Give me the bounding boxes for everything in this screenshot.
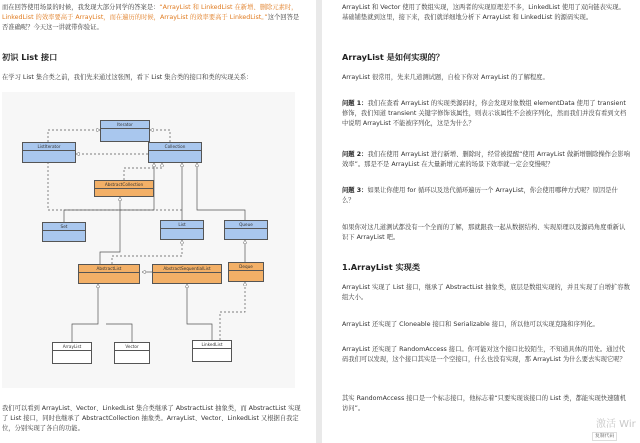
box-iterator [100,120,150,142]
section-heading-list: 初识 List 接口 [2,52,58,62]
right-paragraph-5: ArrayList 还实现了 RandomAccess 接口。你可能对这个接口比较陌生，不知道具体的用处。通过代码我们可以发现，这个接口其实是一个空接口，什么也没有实现，那 ArrayList 为什么要去实现它呢？ [342,346,626,364]
box-abstractcollection-label: AbstractCollection [95,181,153,189]
activation-watermark: 激活 Wir [596,419,636,430]
box-queue [224,220,268,240]
box-deque-label: Deque [229,263,263,271]
copy-code-badge[interactable]: 复制代码 [592,432,617,441]
right-paragraph-1: ArrayList 很常用，先来几道测试题，自检下你对 ArrayList 的了解程度。 [342,74,549,81]
box-collection-label: Collection [149,143,201,151]
class-diagram [2,92,295,388]
box-set-label: Set [43,223,85,231]
left-paragraph-1: 在学习 List 集合类之前，我们先来通过这张图，看下 List 集合类的接口和类的实现关系： [2,74,253,81]
question-1 [342,99,630,130]
question-2-label: 问题 2： [342,151,368,158]
question-2-text: 我们在使用 ArrayList 进行新增、删除时，经常被提醒“使用 ArrayList 做新增删除操作会影响效率”。那是不是 ArrayList 在大量新增元素的场景下效率就一定会变慢呢？ [342,151,630,169]
box-set [42,222,86,242]
section-heading-arraylist: ArrayList 是如何实现的？ [342,52,444,62]
right-page [322,0,640,443]
box-abstractcollection [94,180,154,197]
right-paragraph-2: 如果你对这几道测试都没有一个全面的了解，那就跟我一起从数据结构、实现原理以及源码角度重新认识下 ArrayList 吧。 [342,224,626,242]
box-collection [148,142,202,163]
section-heading-arraylist-impl: 1.ArrayList 实现类 [342,262,421,272]
box-iterator-label: Iterator [101,121,149,129]
box-listiterator [22,142,76,163]
box-abstractsequentiallist [152,264,222,284]
question-3-label: 问题 3： [342,187,368,194]
question-1-label: 问题 1： [342,100,368,107]
right-paragraph-4: ArrayList 还实现了 Cloneable 接口和 Serializable 接口，所以他可以实现克隆和序列化。 [342,321,599,328]
box-list-label: List [161,221,203,229]
box-linkedlist-label: LinkedList [193,341,231,349]
box-listiterator-label: ListIterator [23,143,75,151]
box-abstractlist [78,264,140,284]
question-3-text: 如果让你使用 for 循环以及迭代循环遍历一个 ArrayList，你会使用哪种方式呢？原因是什么？ [342,187,618,205]
box-linkedlist [192,340,232,362]
question-3 [342,186,630,206]
right-intro: ArrayList 和 Vector 使用了数组实现，这两者的实现原理差不多，LinkedList 使用了双向链表实现。基础铺垫就到这里，接下来，我们就详细地分析下 ArrayList 和 LinkedList 的源码实现。 [342,4,625,22]
box-abstractlist-label: AbstractList [79,265,139,273]
box-arraylist-label: ArrayList [53,343,91,351]
left-page [0,0,316,443]
question-2 [342,150,630,170]
box-vector-label: Vector [115,343,149,351]
intro-text-2: 这个回答是否准确呢？今天这一讲就带你验证。 [2,14,300,32]
left-intro-paragraph [2,3,302,34]
right-paragraph-3: ArrayList 实现了 List 接口，继承了 AbstractList 抽象类，底层是数组实现的，并且实现了自增扩容数组大小。 [342,284,630,302]
intro-text: 而在回答使用场景的时候，我发现大部分同学的答案是： [2,4,160,11]
box-queue-label: Queue [225,221,267,229]
box-vector [114,342,150,364]
box-arraylist [52,342,92,364]
box-deque [228,262,264,282]
box-list [160,220,204,240]
left-paragraph-2: 我们可以看到 ArrayList、Vector、LinkedList 集合类继承了 AbstractList 抽象类，而 AbstractList 实现了 List 接口，同时也继承了 AbstractCollection 抽象类。ArrayList、Vector、LinkedList 又根据自我定位，分别实现了各自的功能。 [2,405,301,433]
box-abstractsequentiallist-label: AbstractSequentialList [153,265,221,273]
right-paragraph-6: 其实 RandomAccess 接口是一个标志接口，他标志着“只要实现该接口的 List 类，都能实现快速随机访问”。 [342,395,626,413]
question-1-text: 我们在查看 ArrayList 的实现类源码时，你会发现对象数组 elementData 使用了 transient 修饰，我们知道 transient 关键字修饰该属性，则表示该属性不会被序列化，然而我们并没有看到文档中说明 ArrayList 不能被序列化，这是为什么？ [342,100,627,128]
intro-quote: “ArrayList 和 LinkedList 在新增、删除元素时，LinkedList 的效率要高于 ArrayList，而在遍历的时候，ArrayList 的效率要高于 LinkedList。” [2,4,298,22]
